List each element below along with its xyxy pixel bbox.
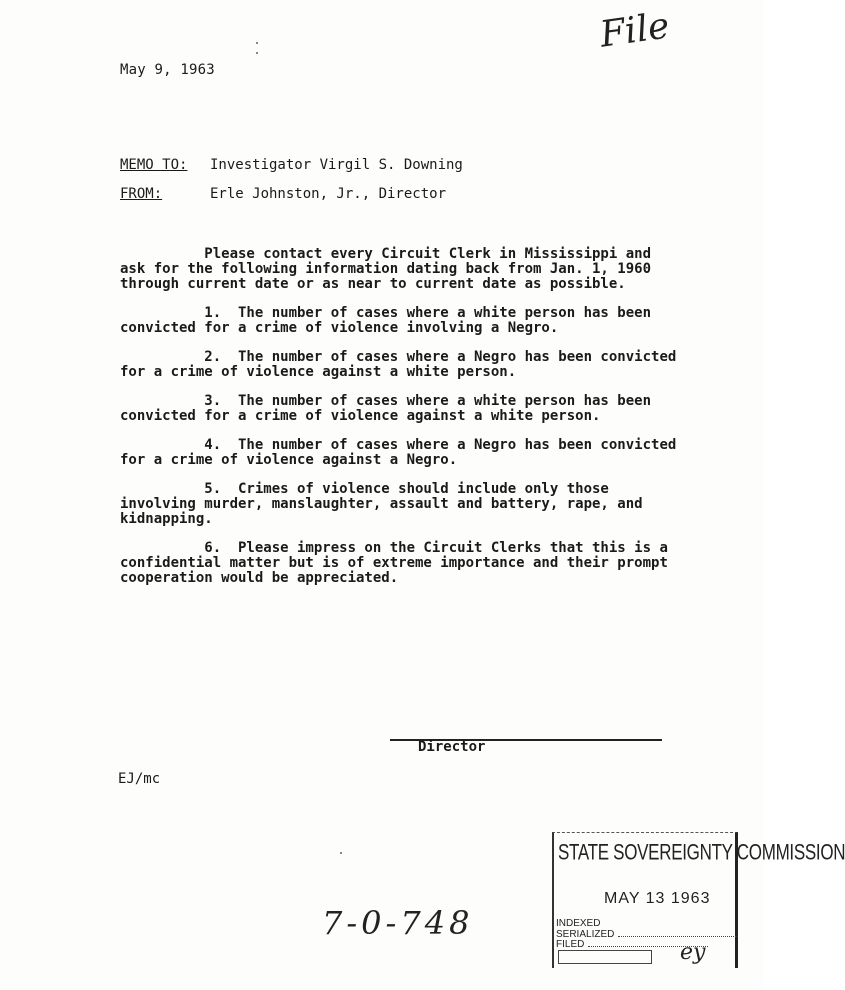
stamp-handwritten-initial: ey [680, 940, 706, 965]
stamp-serialized-dots [618, 928, 738, 937]
handwritten-file-note: File [597, 5, 672, 56]
speck-mark [256, 42, 258, 44]
memo-to-row [120, 157, 463, 173]
stamp-filed-label: FILED [556, 939, 585, 950]
stamp-serialized-label: SERIALIZED [556, 929, 615, 940]
from-value: Erle Johnston, Jr., Director [210, 186, 447, 202]
typist-initials: EJ/mc [118, 771, 161, 787]
paragraph-item-3: 3. The number of cases where a white person has been convicted for a crime of violence against a white person. [120, 393, 652, 424]
from-row [120, 186, 446, 202]
handwritten-file-number: 7-0-748 [322, 904, 474, 942]
memo-body [120, 247, 720, 600]
memo-to-value: Investigator Virgil S. Downing [210, 157, 463, 173]
paragraph-item-6: 6. Please impress on the Circuit Clerks that this is a confidential matter but is of extreme importance and their prompt cooperation would be appreciated. [120, 540, 668, 586]
memo-to-label: MEMO TO: [120, 157, 188, 173]
memo-date: May 9, 1963 [120, 62, 215, 78]
paragraph-item-1: 1. The number of cases where a white person has been convicted for a crime of violence involving a Negro. [120, 305, 652, 336]
stamp-indexed-label: INDEXED [556, 918, 601, 929]
stamp-title: STATE SOVEREIGNTY COMMISSION [558, 840, 845, 865]
signature-title: Director [418, 739, 486, 755]
paragraph-item-2: 2. The number of cases where a Negro has been convicted for a crime of violence against a white person. [120, 349, 677, 380]
received-stamp [552, 832, 845, 968]
speck-mark [256, 52, 258, 54]
stamp-date: MAY 13 1963 [604, 890, 711, 907]
from-label: FROM: [120, 186, 163, 202]
paragraph-intro: Please contact every Circuit Clerk in Mississippi and ask for the following information dating back from Jan. 1, 1960 through current date or as near to current date as possible. [120, 246, 652, 292]
paragraph-item-4: 4. The number of cases where a Negro has been convicted for a crime of violence against a Negro. [120, 437, 677, 468]
stamp-box [558, 950, 652, 964]
paragraph-item-5: 5. Crimes of violence should include only those involving murder, manslaughter, assault and battery, rape, and kidnapping. [120, 481, 643, 527]
speck-mark [340, 852, 342, 854]
